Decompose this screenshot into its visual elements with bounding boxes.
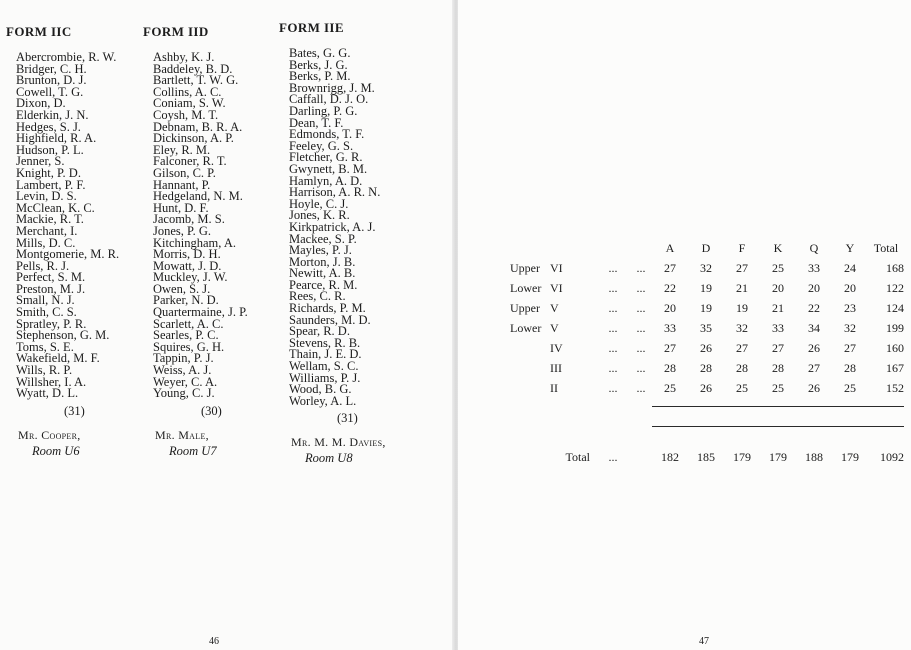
pupil-name: Fletcher, G. R. [289, 150, 363, 165]
leader-dots: ... [608, 260, 618, 275]
pupil-name: Berks, J. G. [289, 57, 348, 72]
pupil-name: Kirkpatrick, A. J. [289, 219, 376, 234]
value-cell: 25 [772, 260, 784, 275]
totals-label: Total [565, 450, 590, 464]
value-cell: 24 [844, 260, 856, 275]
value-cell: 32 [844, 320, 856, 335]
form-label-part2: VI [550, 260, 563, 275]
table-row [510, 378, 904, 398]
pupil-name: Perfect, S. M. [16, 270, 86, 285]
value-cell: 33 [808, 260, 820, 275]
pupil-name: Elderkin, J. N. [16, 107, 89, 122]
pupil-name: Dickinson, A. P. [153, 131, 234, 146]
pupil-name: Tappin, P. J. [153, 351, 214, 366]
spacer-cell [510, 398, 904, 407]
form-iid-column [143, 24, 248, 459]
col-header-d: D [701, 240, 711, 255]
pupil-name: Mills, D. C. [16, 235, 76, 250]
value-cell: 23 [844, 300, 856, 315]
pupil-count: (31) [337, 411, 358, 426]
pupil-name: Montgomerie, M. R. [16, 247, 120, 262]
col-header-k: K [773, 240, 783, 255]
value-cell: 27 [808, 360, 820, 375]
pupil-name: Eley, R. M. [153, 142, 211, 157]
left-page [0, 0, 455, 650]
right-page [458, 0, 911, 650]
value-cell: 26 [808, 340, 820, 355]
value-cell: 21 [736, 280, 748, 295]
pupil-name: Kitchingham, A. [153, 235, 236, 250]
pupil-name: Toms, S. E. [16, 339, 74, 354]
pupil-name: Smith, C. S. [16, 305, 77, 320]
value-cell: 26 [700, 380, 712, 395]
pupil-name: Weiss, A. J. [153, 363, 212, 378]
pupil-list [6, 52, 119, 400]
pupil-name: Collins, A. C. [153, 84, 222, 99]
value-cell: 27 [844, 340, 856, 355]
form-label-part1: Upper [510, 260, 540, 275]
pupil-name: Hedgeland, N. M. [153, 189, 243, 204]
table-row [510, 258, 904, 278]
pupil-name: Worley, A. L. [289, 393, 357, 408]
value-cell: 27 [664, 260, 676, 275]
pupil-name: Lambert, P. F. [16, 177, 86, 192]
blank-cell [630, 447, 652, 469]
value-cell: 20 [772, 280, 784, 295]
form-label-part2: VI [550, 280, 563, 295]
form-label [510, 338, 596, 358]
pupil-name: Muckley, J. W. [153, 270, 228, 285]
col-header-y: Y [845, 240, 855, 255]
row-total-cell: 122 [886, 280, 904, 295]
pupil-name: Gwynett, B. M. [289, 161, 368, 176]
row-total-cell: 167 [886, 360, 904, 375]
form-master: Mr. Male, [155, 427, 209, 442]
pupil-name: Wills, R. P. [16, 363, 73, 378]
value-cell: 27 [664, 340, 676, 355]
pupil-name: Mackee, S. P. [289, 231, 357, 246]
leader-dots: ... [608, 380, 618, 395]
col-header-q: Q [809, 240, 819, 255]
pupil-name: Cowell, T. G. [16, 84, 84, 99]
value-cell: 20 [808, 280, 820, 295]
pupil-name: Mayles, P. J. [289, 243, 352, 258]
pupil-name: Hunt, D. F. [153, 200, 209, 215]
form-summary-table [510, 238, 904, 469]
pupil-name: Squires, G. H. [153, 339, 225, 354]
form-label-part2: V [550, 300, 559, 315]
pupil-name: Hoyle, C. J. [289, 196, 349, 211]
row-total-cell: 160 [886, 340, 904, 355]
value-cell: 22 [664, 280, 676, 295]
value-cell: 33 [772, 320, 784, 335]
column-total-cell: 188 [805, 450, 823, 464]
column-total-cell: 182 [661, 450, 679, 464]
leader-dots: ... [636, 300, 646, 315]
form-label-part1: Lower [510, 320, 542, 335]
form-label [510, 378, 596, 398]
pupil-name: Rees, C. R. [289, 289, 346, 304]
value-cell: 32 [700, 260, 712, 275]
pupil-name: Searles, P. C. [153, 328, 219, 343]
table-row [510, 318, 904, 338]
value-cell: 32 [736, 320, 748, 335]
pupil-name: Levin, D. S. [16, 189, 77, 204]
pupil-name: Willsher, I. A. [16, 374, 87, 389]
pupil-name: Dean, T. F. [289, 115, 344, 130]
pupil-name: Spear, R. D. [289, 324, 350, 339]
value-cell: 20 [844, 280, 856, 295]
col-header-total: Total [873, 240, 899, 255]
pupil-name: Wellam, S. C. [289, 359, 359, 374]
value-cell: 22 [808, 300, 820, 315]
page-number-right: 47 [699, 636, 709, 647]
pupil-count: (31) [64, 403, 85, 418]
column-total-cell: 179 [733, 450, 751, 464]
pupil-name: Wood, B. G. [289, 382, 352, 397]
pupil-name: Berks, P. M. [289, 69, 351, 84]
value-cell: 28 [664, 360, 676, 375]
pupil-count: (30) [201, 403, 222, 418]
form-master: Mr. M. M. Davies, [291, 435, 386, 450]
pupil-name: Gilson, C. P. [153, 165, 216, 180]
pupil-name: Merchant, I. [16, 223, 78, 238]
pupil-name: Parker, N. D. [153, 293, 219, 308]
pupil-name: McClean, K. C. [16, 200, 95, 215]
form-label-part1: Upper [510, 300, 540, 315]
pupil-name: Young, C. J. [153, 386, 215, 401]
value-cell: 26 [700, 340, 712, 355]
pupil-name: Highfield, R. A. [16, 131, 97, 146]
grand-total-cell: 1092 [880, 450, 904, 464]
rule-line [652, 407, 904, 427]
column-total-cell: 185 [697, 450, 715, 464]
pupil-name: Bartlett, T. W. G. [153, 73, 239, 88]
value-cell: 20 [664, 300, 676, 315]
row-total-cell: 168 [886, 260, 904, 275]
pupil-name: Ashby, K. J. [153, 50, 215, 64]
pupil-name: Abercrombie, R. W. [16, 50, 117, 64]
form-iic-column [6, 24, 119, 459]
pupil-list [279, 48, 386, 407]
pupil-name: Thain, J. E. D. [289, 347, 362, 362]
form-title: FORM IIE [279, 20, 344, 35]
pupil-name: Scarlett, A. C. [153, 316, 224, 331]
value-cell: 34 [808, 320, 820, 335]
leader-dots: ... [636, 380, 646, 395]
rule-line [652, 427, 904, 447]
leader-dots: ... [608, 340, 618, 355]
pupil-name: Caffall, D. J. O. [289, 92, 369, 107]
value-cell: 26 [808, 380, 820, 395]
pupil-name: Williams, P. J. [289, 370, 361, 385]
pupil-name: Saunders, M. D. [289, 312, 371, 327]
pupil-name: Pells, R. J. [16, 258, 70, 273]
pupil-name: Knight, P. D. [16, 165, 81, 180]
pupil-name: Weyer, C. A. [153, 374, 218, 389]
pupil-name: Brunton, D. J. [16, 73, 87, 88]
form-label [510, 298, 596, 318]
form-room: Room U6 [32, 443, 80, 458]
pupil-name: Morris, D. H. [153, 247, 221, 262]
form-master: Mr. Cooper, [18, 427, 81, 442]
row-total-cell: 124 [886, 300, 904, 315]
value-cell: 28 [844, 360, 856, 375]
leader-dots: ... [636, 280, 646, 295]
pupil-name: Falconer, R. T. [153, 154, 227, 169]
form-label [510, 358, 596, 378]
pupil-name: Stephenson, G. M. [16, 328, 110, 343]
form-label-part2: V [550, 320, 559, 335]
form-label [510, 318, 596, 338]
pupil-name: Debnam, B. R. A. [153, 119, 243, 134]
column-total-cell: 179 [769, 450, 787, 464]
spacer-row [510, 398, 904, 407]
form-label [510, 278, 596, 298]
page-number-left: 46 [209, 636, 219, 647]
form-iie-column [279, 20, 386, 466]
leader-dots: ... [636, 360, 646, 375]
pupil-name: Small, N. J. [16, 293, 75, 308]
column-total-cell: 179 [841, 450, 859, 464]
pupil-name: Dixon, D. [16, 96, 66, 111]
table-header-row [510, 238, 904, 258]
leader-dots: ... [636, 340, 646, 355]
table-row [510, 278, 904, 298]
leader-dots: ... [608, 300, 618, 315]
pupil-name: Hamlyn, A. D. [289, 173, 363, 188]
form-label-part2: II [550, 380, 558, 395]
pupil-name: Preston, M. J. [16, 281, 86, 296]
form-label-part2: III [550, 360, 562, 375]
value-cell: 25 [664, 380, 676, 395]
value-cell: 25 [772, 380, 784, 395]
pupil-name: Owen, S. J. [153, 281, 211, 296]
pupil-name: Bates, G. G. [289, 46, 351, 60]
form-title: FORM IIC [6, 24, 72, 39]
total-rule [510, 407, 904, 427]
leader-dots: ... [608, 450, 618, 464]
pupil-name: Coniam, S. W. [153, 96, 226, 111]
col-header-f: F [738, 240, 746, 255]
table-row [510, 358, 904, 378]
pupil-name: Jones, P. G. [153, 223, 211, 238]
leader-dots: ... [608, 280, 618, 295]
pupil-name: Jacomb, M. S. [153, 212, 225, 227]
pupil-name: Quartermaine, J. P. [153, 305, 248, 320]
value-cell: 25 [844, 380, 856, 395]
form-room: Room U7 [169, 443, 217, 458]
value-cell: 19 [700, 300, 712, 315]
value-cell: 27 [736, 340, 748, 355]
pupil-name: Wakefield, M. F. [16, 351, 100, 366]
total-rule [510, 427, 904, 447]
pupil-name: Coysh, M. T. [153, 107, 219, 122]
pupil-name: Stevens, R. B. [289, 335, 361, 350]
value-cell: 19 [700, 280, 712, 295]
pupil-name: Hannant, P. [153, 177, 211, 192]
pupil-name: Mowatt, J. D. [153, 258, 222, 273]
pupil-name: Jenner, S. [16, 154, 65, 169]
row-total-cell: 199 [886, 320, 904, 335]
table-row [510, 338, 904, 358]
pupil-name: Bridger, C. H. [16, 61, 87, 76]
pupil-name: Richards, P. M. [289, 301, 366, 316]
table-row [510, 298, 904, 318]
pupil-name: Feeley, G. S. [289, 138, 354, 153]
pupil-name: Morton, J. B. [289, 254, 356, 269]
pupil-name: Newitt, A. B. [289, 266, 356, 281]
value-cell: 19 [736, 300, 748, 315]
rule-blank [510, 427, 652, 447]
form-title: FORM IID [143, 24, 209, 39]
pupil-name: Brownrigg, J. M. [289, 80, 375, 95]
leader-dots: ... [608, 360, 618, 375]
leader-dots: ... [636, 260, 646, 275]
leader-dots: ... [636, 320, 646, 335]
col-header-a: A [665, 240, 675, 255]
form-label-part1: Lower [510, 280, 542, 295]
form-room: Room U8 [305, 451, 353, 466]
pupil-name: Hudson, P. L. [16, 142, 84, 157]
pupil-name: Edmonds, T. F. [289, 127, 365, 142]
rule-blank [510, 407, 652, 427]
form-label [510, 258, 596, 278]
pupil-name: Baddeley, B. D. [153, 61, 233, 76]
value-cell: 27 [736, 260, 748, 275]
pupil-name: Darling, P. G. [289, 103, 358, 118]
pupil-name: Jones, K. R. [289, 208, 350, 223]
form-label-part2: IV [550, 340, 563, 355]
pupil-name: Spratley, P. R. [16, 316, 87, 331]
pupil-list [143, 52, 248, 400]
pupil-name: Wyatt, D. L. [16, 386, 79, 401]
pupil-name: Mackie, R. T. [16, 212, 84, 227]
value-cell: 33 [664, 320, 676, 335]
value-cell: 28 [736, 360, 748, 375]
pupil-name: Hedges, S. J. [16, 119, 81, 134]
pupil-name: Harrison, A. R. N. [289, 185, 381, 200]
totals-row [510, 447, 904, 469]
pupil-name: Pearce, R. M. [289, 277, 358, 292]
value-cell: 25 [736, 380, 748, 395]
row-total-cell: 152 [886, 380, 904, 395]
value-cell: 35 [700, 320, 712, 335]
value-cell: 28 [772, 360, 784, 375]
value-cell: 28 [700, 360, 712, 375]
value-cell: 21 [772, 300, 784, 315]
leader-dots: ... [608, 320, 618, 335]
value-cell: 27 [772, 340, 784, 355]
